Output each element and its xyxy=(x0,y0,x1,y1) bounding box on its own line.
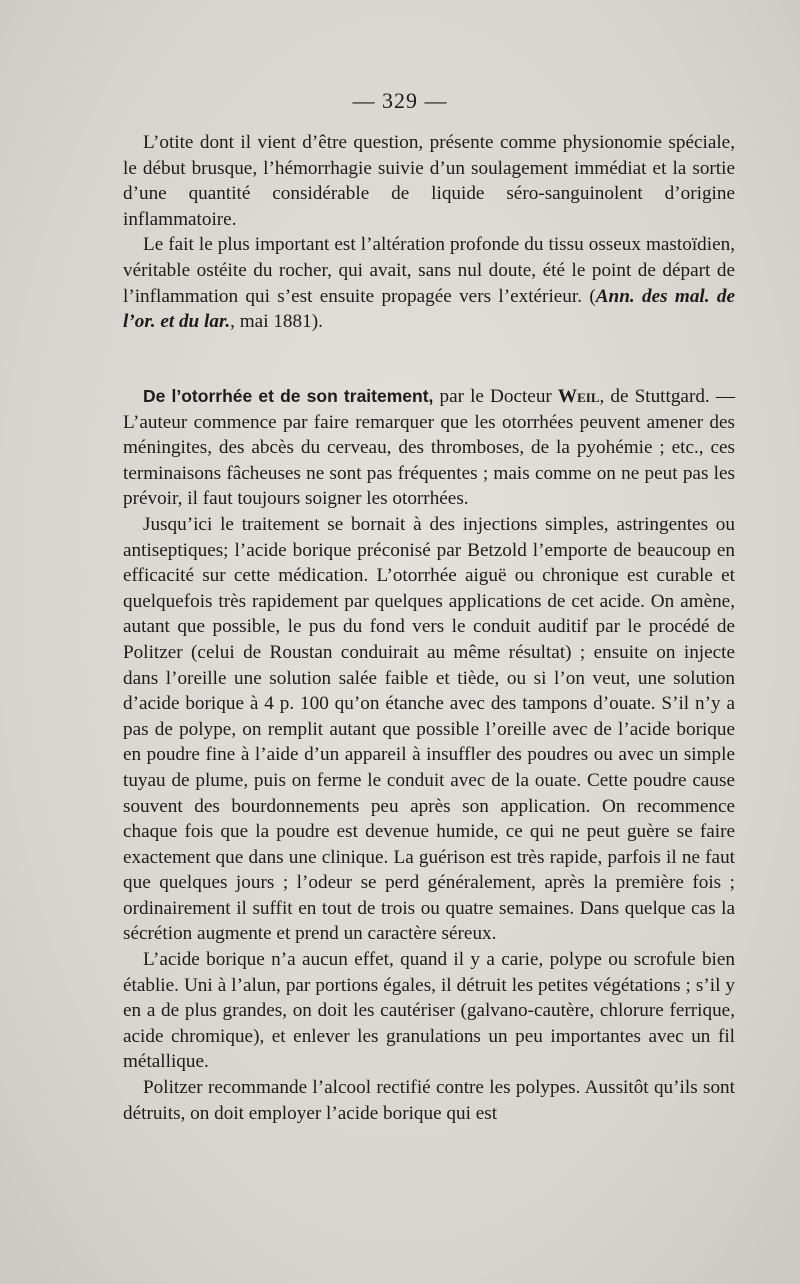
paragraph xyxy=(123,232,735,334)
paragraph-text: , de Stuttgard. — L’auteur commence par faire remarquer que les otorrhées peuvent amener des méningites, des abcès du cerveau, des thromboses, de la pyohémie ; etc., ces terminaisons fâcheuses ne sont pas fréquentes ; mais comme on ne peut pas les prévoir, il faut toujours soigner les otorrhées. xyxy=(123,386,736,510)
paragraph-text: par le Docteur xyxy=(433,386,558,407)
article-otorrhee xyxy=(123,384,735,1126)
journal-reference: Ann. des mal. de l’or. et du lar. xyxy=(123,285,735,333)
reference-date: , mai 1881). xyxy=(230,311,323,333)
article-heading: De l’otorrhée et de son traitement, xyxy=(143,386,434,406)
previous-article-end xyxy=(123,130,735,335)
author-name: Weil xyxy=(557,386,600,407)
page-number: — 329 — xyxy=(352,88,448,113)
paragraph: Jusqu’ici le traitement se bornait à des injections simples, astringentes ou antiseptiques; l’acide borique préconisé par Betzold l’emporte de beaucoup en efficacité sur cette médication. L’otorrhée aiguë ou chronique est curable et quelquefois très rapidement par quelques applications de cet acide. On amène, autant que possible, le pus du fond vers le conduit auditif par le procédé de Politzer (celui de Roustan conduirait au même résultat) ; ensuite on injecte dans l’oreille une solution salée faible et tiède, ou si l’on veut, une solution d’acide borique à 4 p. 100 qu’on étanche avec des tampons d’ouate. S’il n’y a pas de polype, on remplit autant que possible l’oreille avec de l’acide borique en poudre fine à l’aide d’un appareil à insuffler des poudres ou avec un simple tuyau de plume, puis on ferme le conduit avec de la ouate. Cette poudre cause souvent des bourdonnements peu après son application. On recommence chaque fois que la poudre est devenue humide, ce qui ne peut guère se faire exactement que dans une clinique. La guérison est très rapide, parfois il ne faut que quelques jours ; l’odeur se perd généralement, après la première fois ; ordinairement il suffit en tout de trois ou quatre semaines. Dans quelque cas la sécrétion augmente et prend un caractère séreux. xyxy=(123,513,735,945)
paragraph: L’otite dont il vient d’être question, présente comme physionomie spéciale, le début brusque, l’hémorrhagie suivie d’un soulagement immédiat et la sortie d’une quantité considérable de liquide séro-sanguinolent d’origine inflammatoire. xyxy=(123,132,735,230)
paragraph xyxy=(123,384,735,512)
paragraph: Politzer recommande l’alcool rectifié contre les polypes. Aussitôt qu’ils sont détruits, on doit employer l’acide borique qui est xyxy=(123,1077,735,1124)
paragraph: L’acide borique n’a aucun effet, quand il y a carie, polype ou scrofule bien établie. Uni à l’alun, par portions égales, il détruit les petites végétations ; s’il y en a de plus grandes, on doit les cautériser (galvano-cautère, chlorure ferrique, acide chromique), et enlever les granulations un peu importantes avec un fil métallique. xyxy=(123,949,735,1073)
paragraph-text: Le fait le plus important est l’altération profonde du tissu osseux mastoïdien, véritable ostéite du rocher, qui avait, sans nul doute, été le point de départ de l’inflammation qui s’est ensuite propagée vers l’extérieur. ( xyxy=(123,234,735,307)
